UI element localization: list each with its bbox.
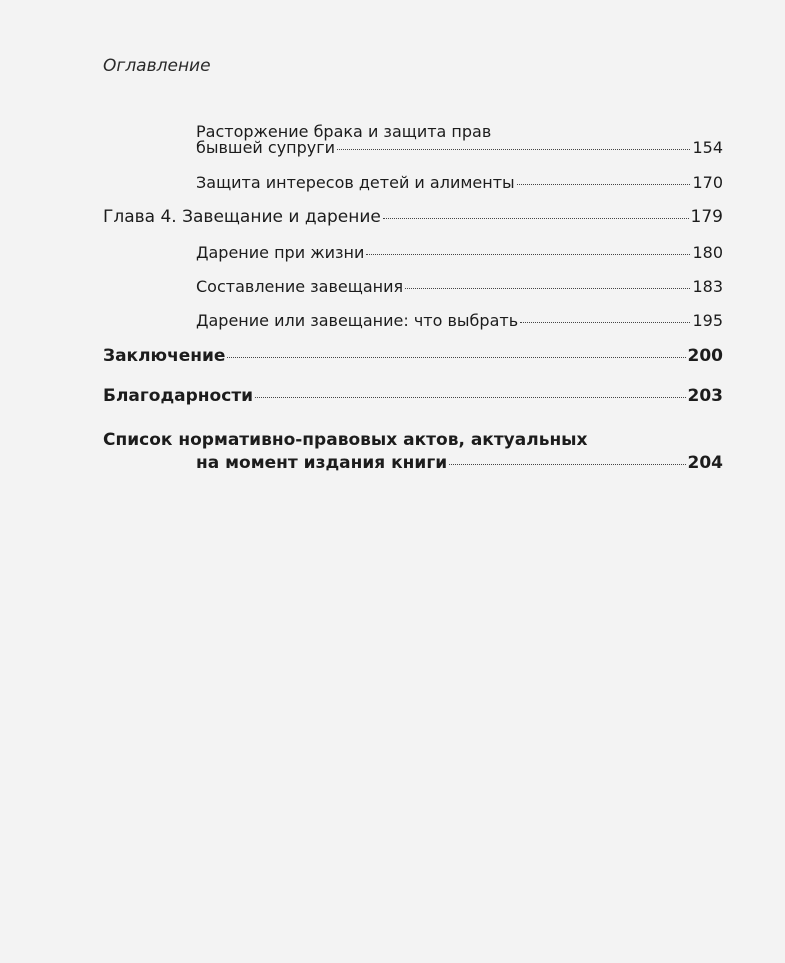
toc-entry[interactable]: [196, 455, 723, 472]
toc-entry-title: Глава 4. Завещание и дарение: [103, 207, 381, 227]
toc-entry-line1: Расторжение брака и защита прав: [196, 122, 492, 141]
toc-entry-page: 200: [687, 346, 723, 366]
toc-entry[interactable]: [196, 175, 723, 191]
toc-entry-title: Дарение или завещание: что выбрать: [196, 311, 519, 330]
toc-entry[interactable]: [103, 348, 723, 365]
dot-leader: [383, 218, 689, 219]
dot-leader: [255, 397, 685, 398]
dot-leader: [227, 357, 685, 358]
toc-entry-title: Дарение при жизни: [196, 243, 365, 262]
dot-leader: [517, 184, 691, 185]
toc-entry-page: 183: [692, 277, 723, 296]
toc-entry-page: 203: [687, 386, 723, 406]
toc-entry-line1: Список нормативно-правовых актов, актуальных: [103, 430, 588, 450]
toc-entry-page: 179: [690, 207, 723, 227]
dot-leader: [449, 464, 685, 465]
dot-leader: [366, 254, 690, 255]
toc-entry[interactable]: [103, 388, 723, 405]
toc-entry[interactable]: [196, 279, 723, 295]
toc-entry-title: Составление завещания: [196, 277, 404, 296]
toc-entry-title: Благодарности: [103, 386, 254, 406]
toc-entry-title: Защита интересов детей и алименты: [196, 173, 515, 192]
toc-entry-page: 195: [692, 311, 723, 330]
toc-entry[interactable]: [103, 209, 723, 226]
toc-entry-page: 204: [687, 453, 723, 473]
dot-leader: [337, 149, 690, 150]
toc-entry[interactable]: [196, 313, 723, 329]
page-header: Оглавление: [103, 56, 211, 76]
toc-entry-title: Заключение: [103, 346, 226, 366]
toc-entry-page: 170: [692, 173, 723, 192]
toc-entry[interactable]: [196, 245, 723, 261]
toc-entry[interactable]: [196, 140, 723, 156]
toc-entry-title: на момент издания книги: [196, 453, 448, 473]
toc-entry-page: 154: [692, 138, 723, 157]
dot-leader: [520, 322, 690, 323]
toc-entry-title: бывшей супруги: [196, 138, 336, 157]
toc-entry-page: 180: [692, 243, 723, 262]
dot-leader: [405, 288, 690, 289]
